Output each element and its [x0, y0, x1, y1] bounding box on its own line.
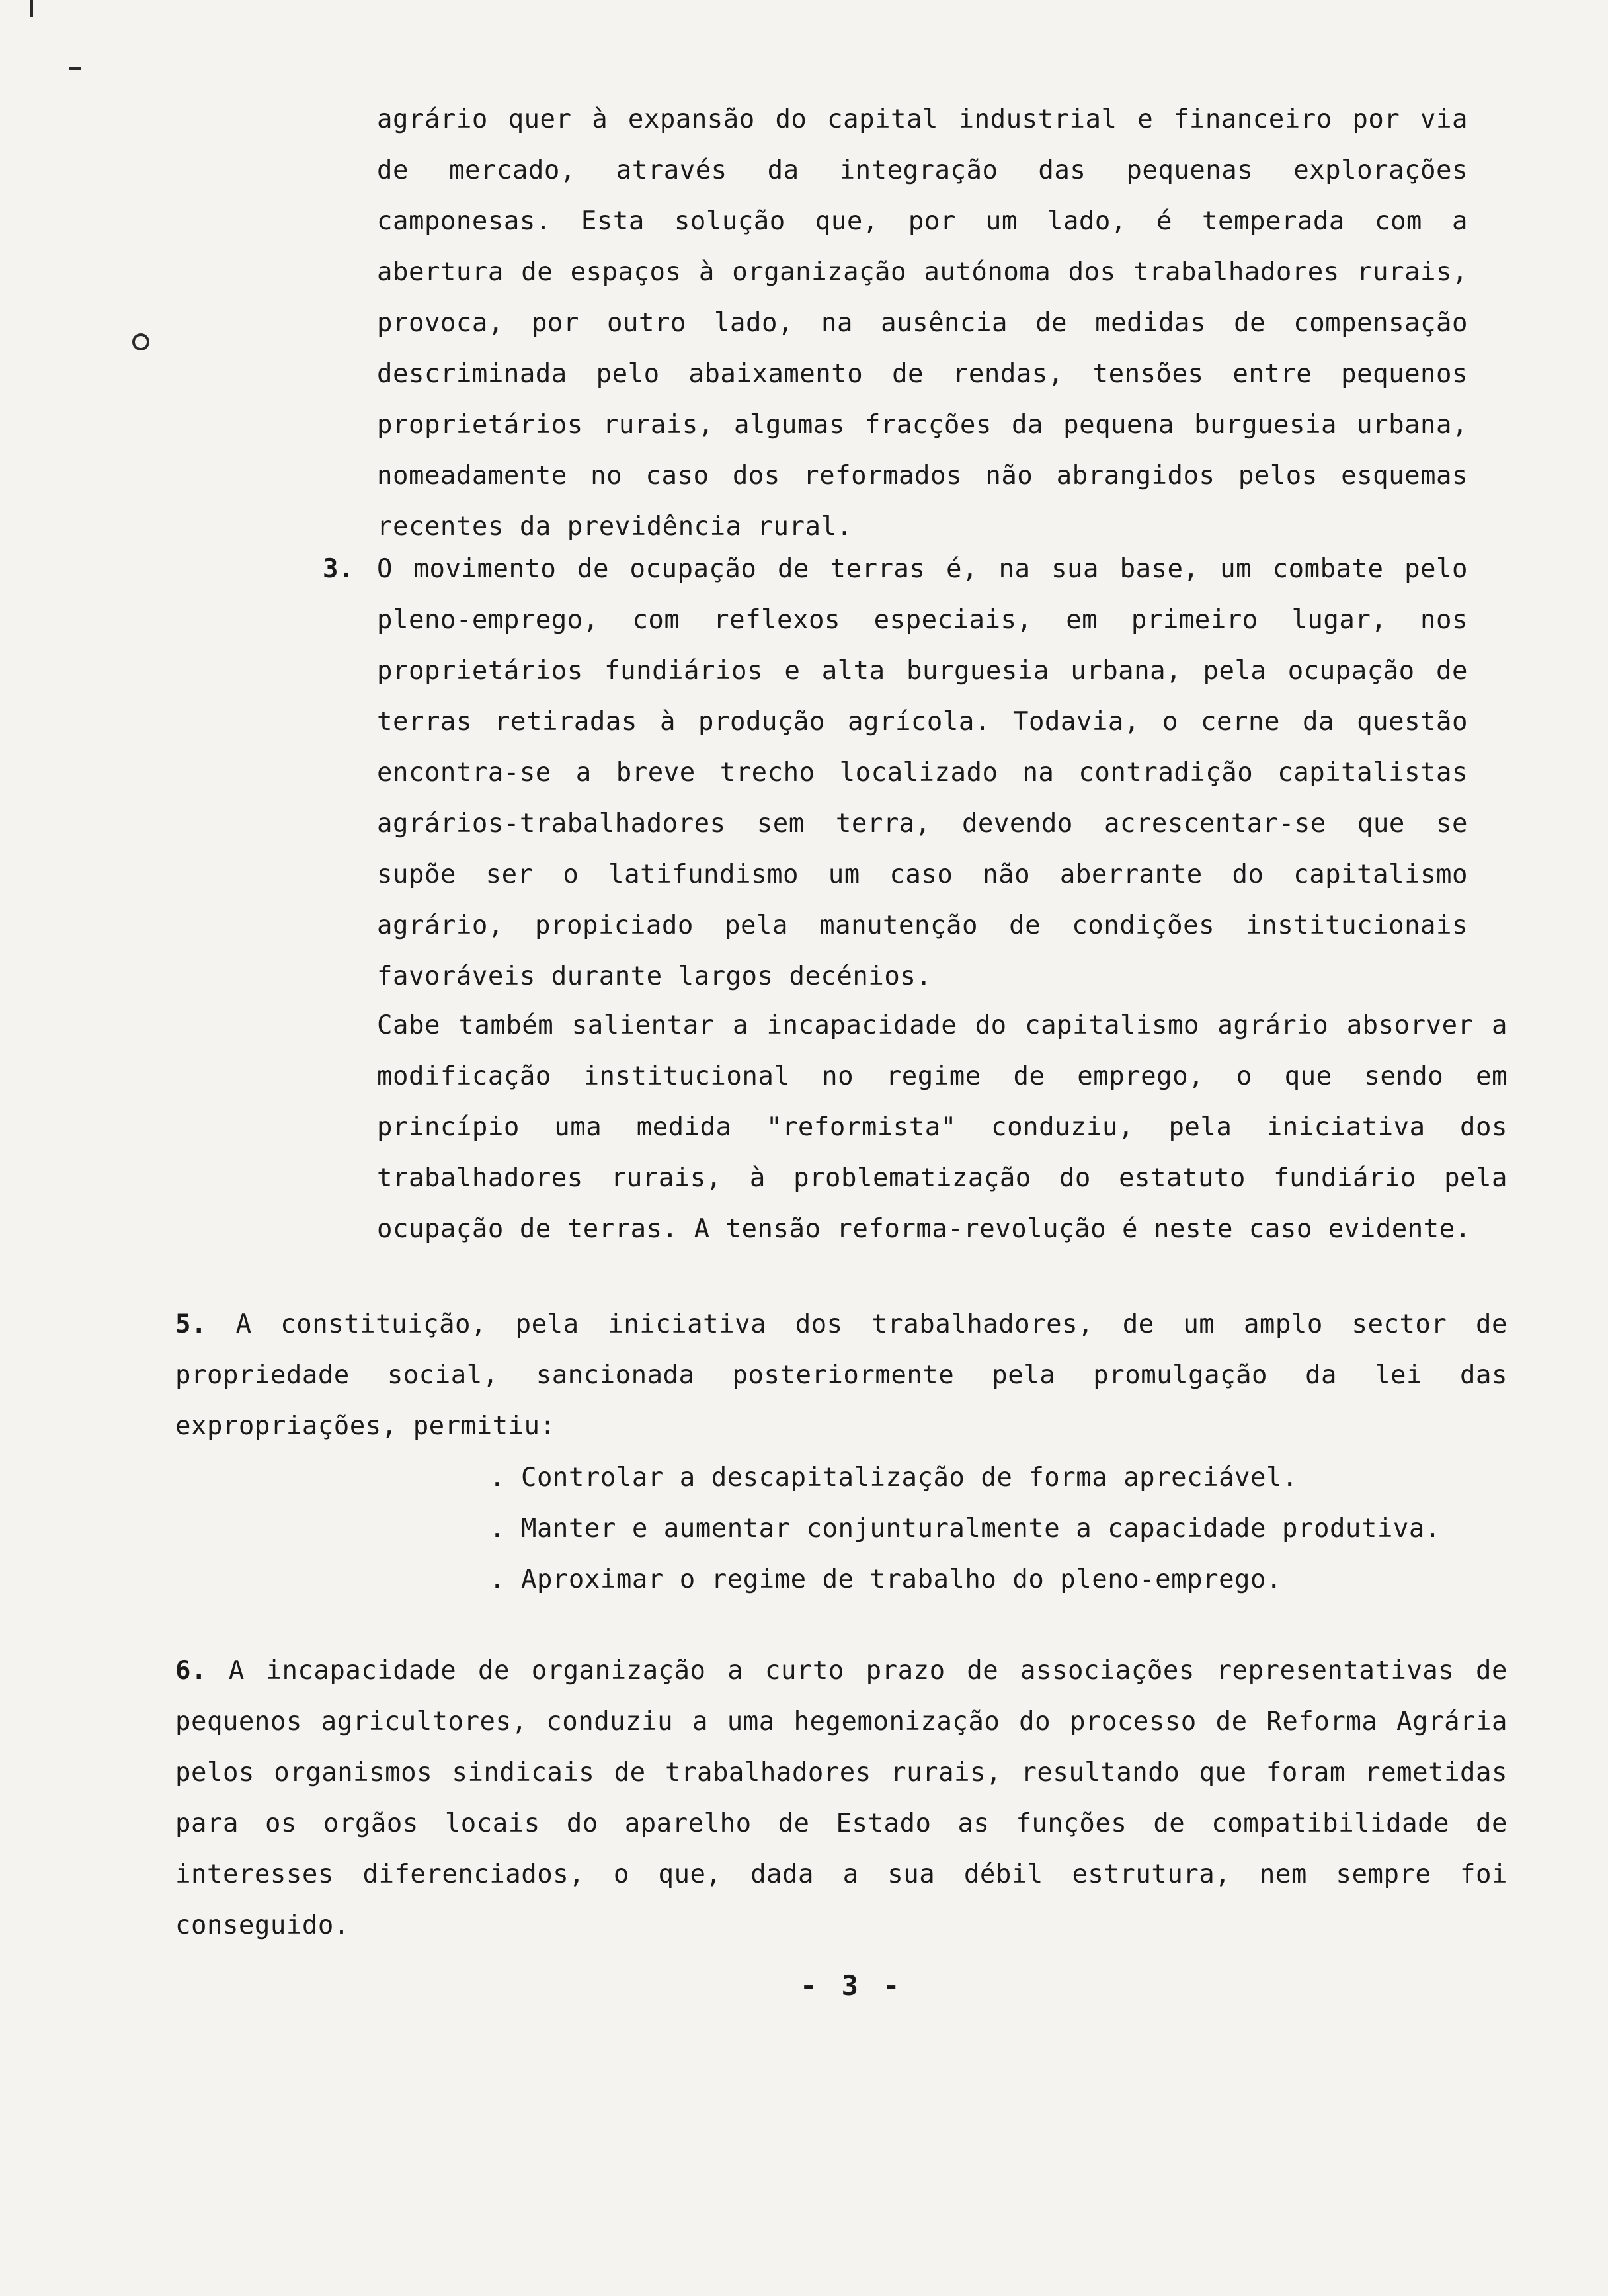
- scan-mark-left: [69, 67, 81, 70]
- item-5-bullet-list: [489, 1452, 1521, 1605]
- item-6-text: A incapacidade de organização a curto prazo de associações representativas de pequenos agricultores, conduziu a uma hegemonização do processo de Reforma Agrária pelos organismos sindicais de trabalhadores rurais, resultando que foram remetidas para os orgãos locais do aparelho de Estado as funções de compatibilidade de interesses diferenciados, o que, dada a sua débil estrutura, nem sempre foi conseguido.: [175, 1656, 1508, 1940]
- item-5-number: 5.: [175, 1309, 207, 1339]
- bullet-item: . Aproximar o regime de trabalho do pleno-emprego.: [489, 1565, 1282, 1594]
- item-5-paragraph: [175, 1299, 1508, 1452]
- page-number: - 3 -: [800, 1969, 904, 2002]
- item-3-text: O movimento de ocupação de terras é, na sua base, um combate pelo pleno-emprego, com reflexos especiais, em primeiro lugar, nos proprietários fundiários e alta burguesia urbana, pela ocupação de terras retiradas à produção agrícola. Todavia, o cerne da questão encontra-se a breve trecho localizado na contradição capitalistas agrários-trabalhadores sem terra, devendo acrescentar-se que se supõe ser o latifundismo um caso não aberrante do capitalismo agrário, propiciado pela manutenção de condições institucionais favoráveis durante largos decénios.: [377, 554, 1468, 991]
- item-3-paragraph: [323, 544, 1468, 1002]
- cabe-paragraph: Cabe também salientar a incapacidade do capitalismo agrário absorver a modificação institucional no regime de emprego, o que sendo em princípio uma medida "reformista" conduziu, pela iniciativa dos trabalhadores rurais, à problematização do estatuto fundiário pela ocupação de terras. A tensão reforma-revolução é neste caso evidente.: [377, 1010, 1508, 1244]
- item-3-number: 3.: [323, 554, 354, 584]
- bullet-item: . Manter e aumentar conjunturalmente a capacidade produtiva.: [489, 1514, 1441, 1543]
- scan-mark-top: [30, 0, 33, 17]
- punch-hole-mark: [132, 333, 149, 350]
- intro-paragraph: agrário quer à expansão do capital industrial e financeiro por via de mercado, através da integração das pequenas explorações camponesas. Esta solução que, por um lado, é temperada com a abertura de espaços à organização autónoma dos trabalhadores rurais, provoca, por outro lado, na ausência de medidas de compensação descriminada pelo abaixamento de rendas, tensões entre pequenos proprietários rurais, algumas fracções da pequena burguesia urbana, nomeadamente no caso dos reformados não abrangidos pelos esquemas recentes da previdência rural.: [377, 104, 1468, 542]
- item-6-paragraph: [175, 1645, 1508, 1951]
- item-5-text: A constituição, pela iniciativa dos trabalhadores, de um amplo sector de propriedade social, sancionada posteriormente pela promulgação da lei das expropriações, permitiu:: [175, 1309, 1508, 1441]
- bullet-item: . Controlar a descapitalização de forma apreciável.: [489, 1463, 1298, 1493]
- item-6-number: 6.: [175, 1656, 207, 1686]
